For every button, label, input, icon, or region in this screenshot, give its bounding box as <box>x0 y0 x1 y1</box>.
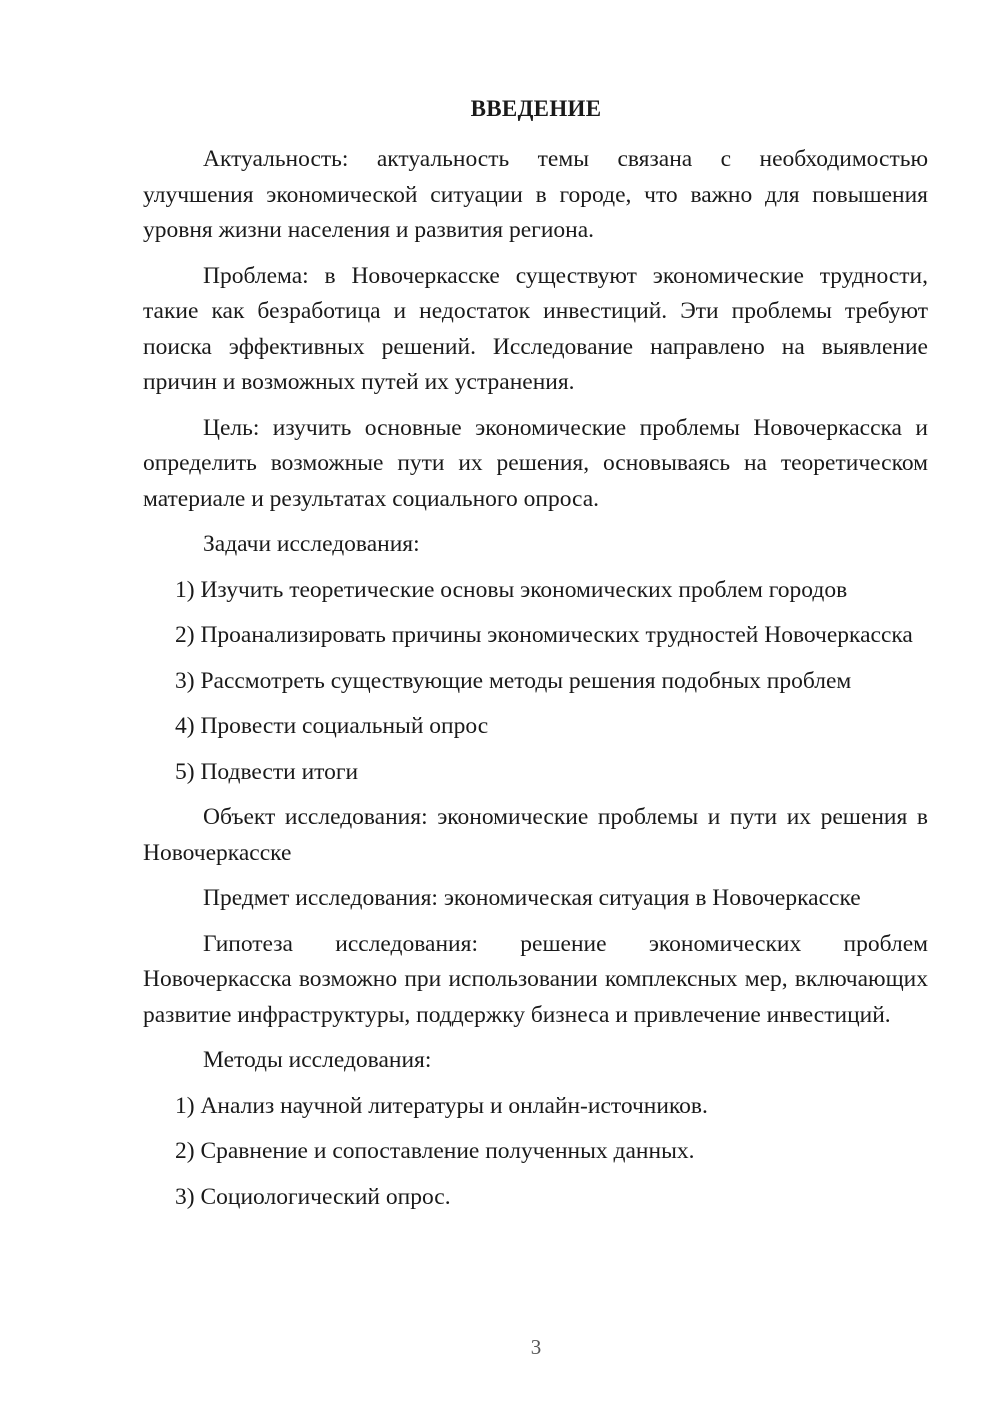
problem-paragraph: Проблема: в Новочеркасске существуют экономические трудности, такие как безработица и недостаток инвестиций. Эти проблемы требуют поиска эффективных решений. Исследование направлено на выявление причин и возможных путей их устранения. <box>143 262 928 395</box>
relevance-paragraph: Актуальность: актуальность темы связана с необходимостью улучшения экономической ситуации в городе, что важно для повышения уровня жизни населения и развития региона. <box>143 146 928 243</box>
method-item: 2) Сравнение и сопоставление полученных данных. <box>175 1138 695 1164</box>
task-item: 3) Рассмотреть существующие методы решения подобных проблем <box>175 667 852 694</box>
document-body <box>143 142 928 1225</box>
tasks-title: Задачи исследования: <box>203 531 420 557</box>
page-title: ВВЕДЕНИЕ <box>470 96 602 121</box>
task-item: 1) Изучить теоретические основы экономических проблем городов <box>175 576 848 603</box>
subject-paragraph: Предмет исследования: экономическая ситуация в Новочеркасске <box>203 885 861 911</box>
method-item: 3) Социологический опрос. <box>175 1183 451 1210</box>
hypothesis-paragraph: Гипотеза исследования: решение экономических проблем Новочеркасска возможно при использовании комплексных мер, включающих развитие инфраструктуры, поддержку бизнеса и привлечение инвестиций. <box>143 930 928 1028</box>
methods-title: Методы исследования: <box>203 1047 432 1073</box>
task-item: 5) Подвести итоги <box>175 758 359 785</box>
task-item: 4) Провести социальный опрос <box>175 713 489 739</box>
page-number: 3 <box>530 1335 542 1359</box>
goal-paragraph: Цель: изучить основные экономические проблемы Новочеркасска и определить возможные пути их решения, основываясь на теоретическом материале и результатах социального опроса. <box>143 414 928 512</box>
object-paragraph: Объект исследования: экономические проблемы и пути их решения в Новочеркасске <box>143 804 928 866</box>
method-item: 1) Анализ научной литературы и онлайн-источников. <box>175 1092 708 1119</box>
task-item: 2) Проанализировать причины экономических трудностей Новочеркасска <box>175 622 913 648</box>
